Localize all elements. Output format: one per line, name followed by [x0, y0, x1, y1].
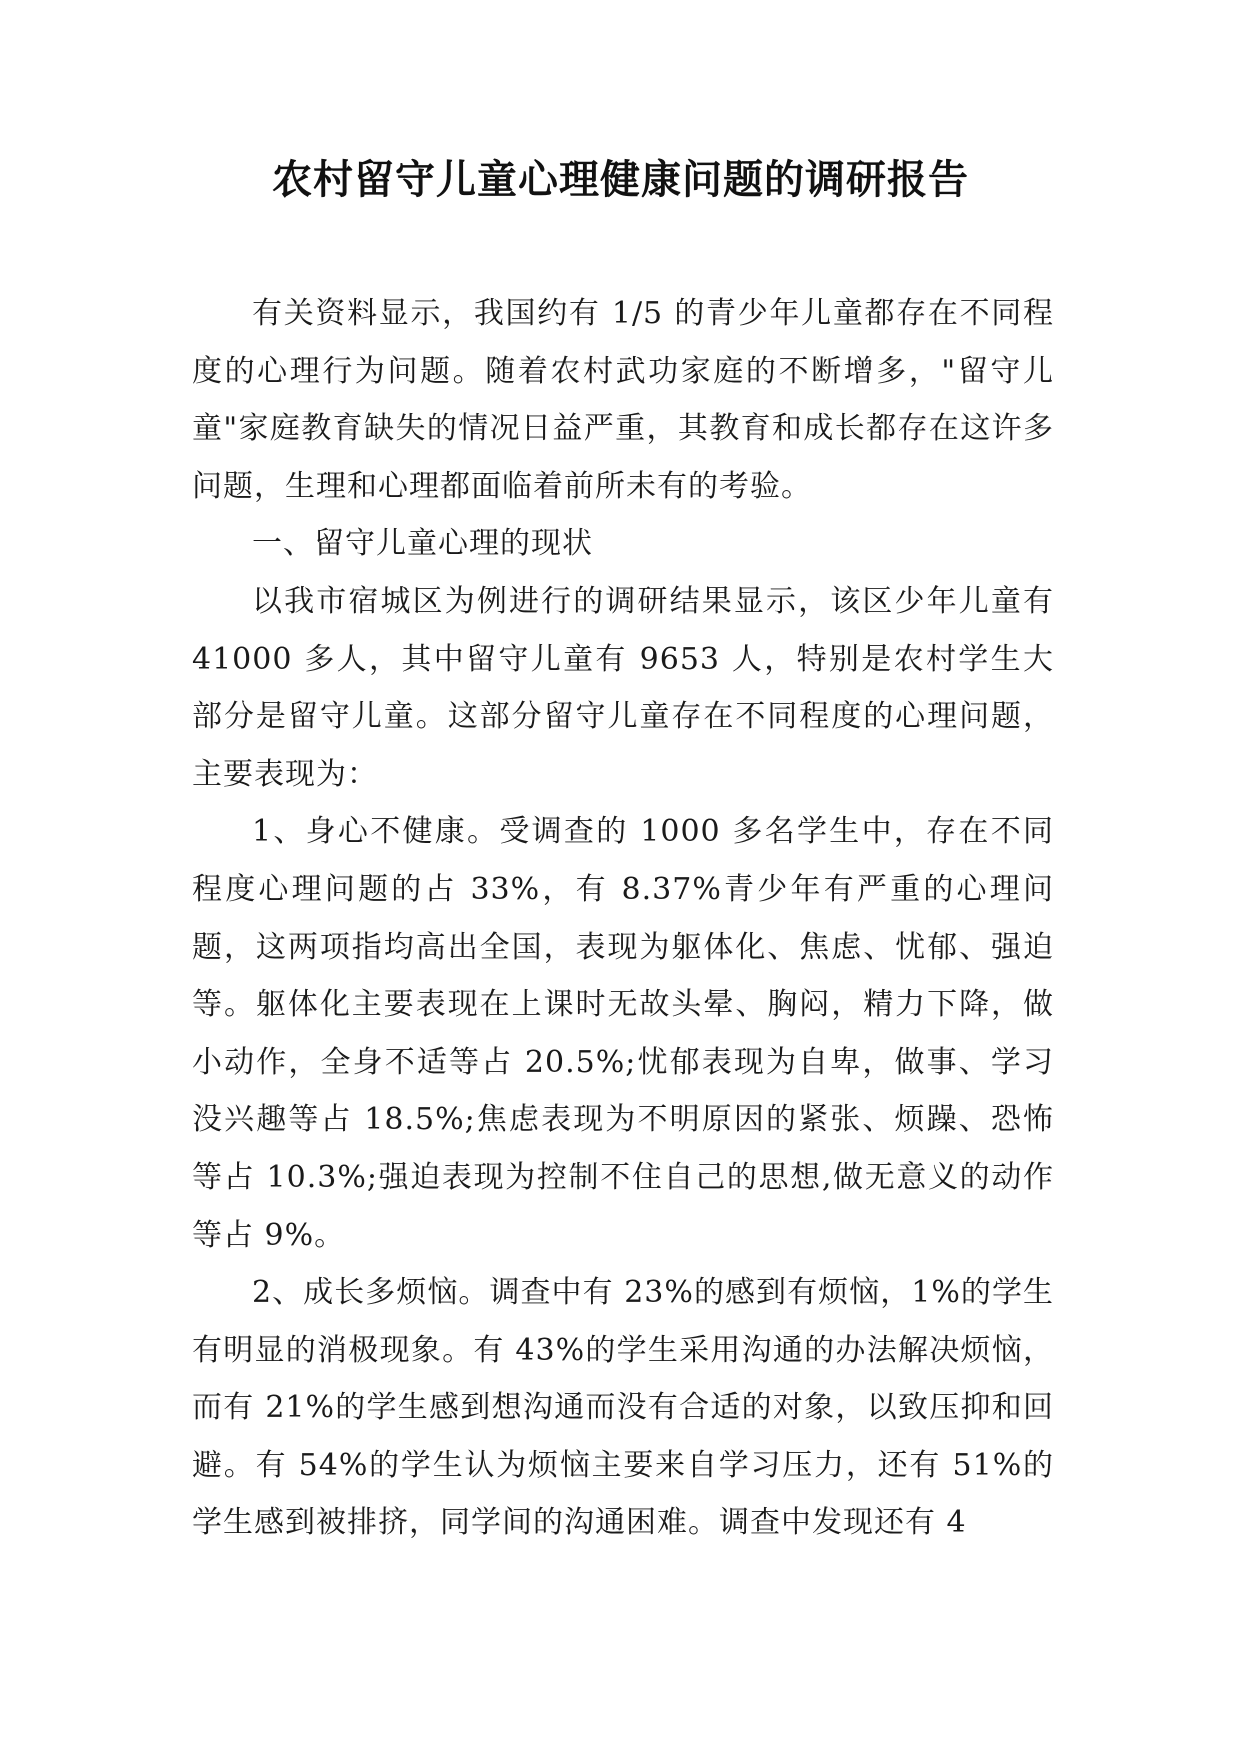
survey-paragraph: 以我市宿城区为例进行的调研结果显示，该区少年儿童有 41000 多人，其中留守儿童有 9653 人，特别是农村学生大部分是留守儿童。这部分留守儿童存在不同程度的心理问题，主要表现为： — [192, 583, 1054, 792]
worries-paragraph: 2、成长多烦恼。调查中有 23%的感到有烦恼，1%的学生有明显的消极现象。有 43%的学生采用沟通的办法解决烦恼，而有 21%的学生感到想沟通而没有合适的对象，以致压抑和回避。有 54%的学生认为烦恼主要来自学习压力，还有 51%的学生感到被排挤，同学间的沟通困难。调查中发现还有 4 — [192, 1275, 1054, 1541]
intro-paragraph: 有关资料显示，我国约有 1/5 的青少年儿童都存在不同程度的心理行为问题。随着农村武功家庭的不断增多，"留守儿童"家庭教育缺失的情况日益严重，其教育和成长都存在这许多问题，生理和心理都面临着前所未有的考验。 — [192, 296, 1054, 504]
document-body — [192, 285, 1054, 1552]
section-heading: 一、留守儿童心理的现状 — [252, 526, 593, 562]
health-paragraph: 1、身心不健康。受调查的 1000 多名学生中，存在不同程度心理问题的占 33%，有 8.37%青少年有严重的心理问题，这两项指均高出全国，表现为躯体化、焦虑、忧郁、强迫等。躯体化主要表现在上课时无故头晕、胸闷，精力下降，做小动作，全身不适等占 20.5%;忧郁表现为自卑，做事、学习没兴趣等占 18.5%;焦虑表现为不明原因的紧张、烦躁、恐怖等占 10.3%;强迫表现为控制不住自己的思想,做无意义的动作等占 9%。 — [192, 814, 1054, 1253]
document-title: 农村留守儿童心理健康问题的调研报告 — [272, 157, 969, 203]
